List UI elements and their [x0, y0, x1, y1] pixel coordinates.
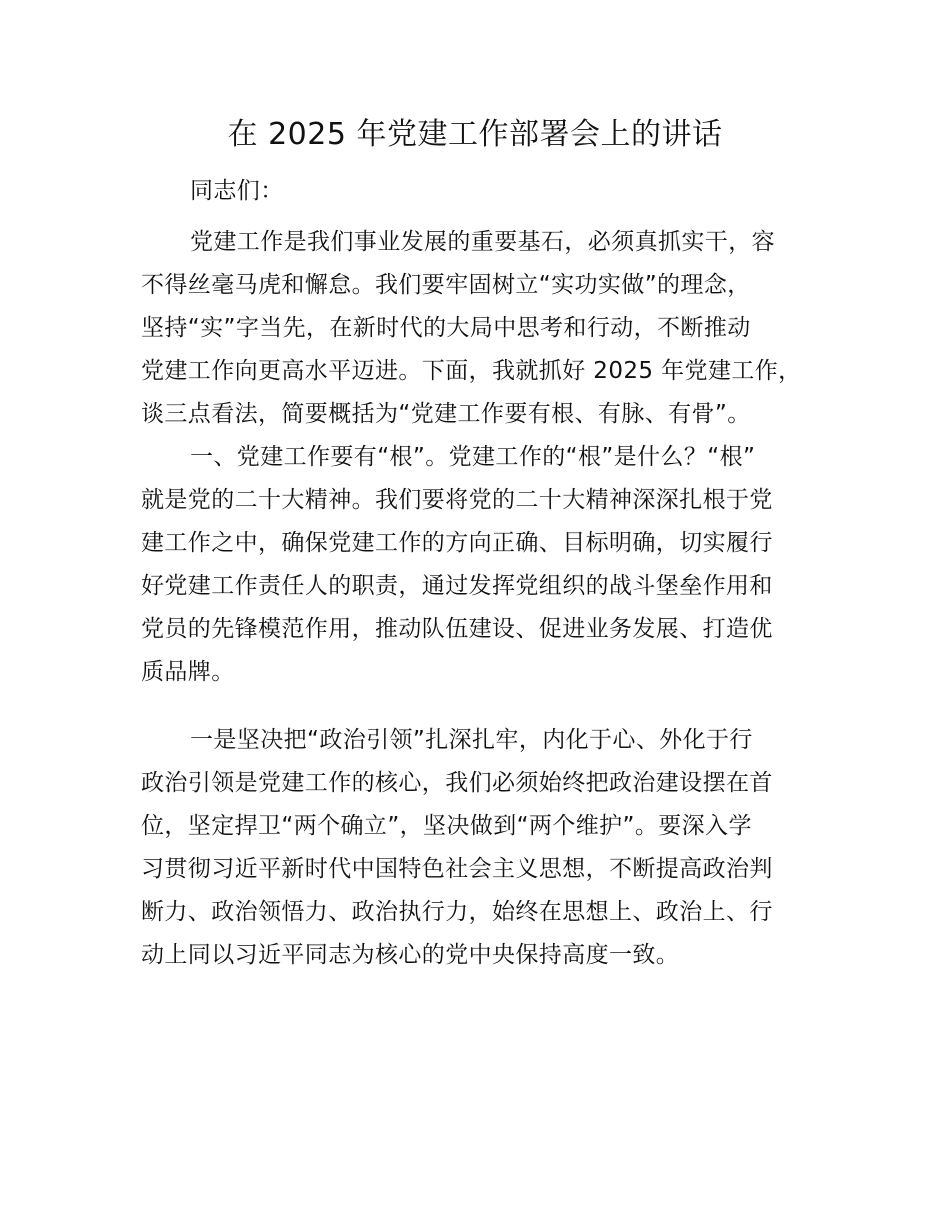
- salutation-text: 同志们：: [190, 178, 284, 204]
- paragraph-section-one: [141, 436, 831, 694]
- paragraph-line: 政治引领是党建工作的核心，我们必须始终把政治建设摆在首: [141, 770, 773, 796]
- paragraph-line: 好党建工作责任人的职责，通过发挥党组织的战斗堡垒作用和: [141, 573, 773, 599]
- paragraph-line: 建工作之中，确保党建工作的方向正确、目标明确，切实履行: [141, 530, 773, 556]
- paragraph-line: [141, 719, 831, 762]
- paragraph-line: 党员的先锋模范作用，推动队伍建设、促进业务发展、打造优: [141, 616, 773, 642]
- paragraph-line: 习贯彻习近平新时代中国特色社会主义思想，不断提高政治判: [141, 856, 773, 882]
- paragraph-political-guidance: [141, 719, 831, 977]
- paragraph-line: 党建工作向更高水平迈进。下面，我就抓好 2025 年党建工作，: [141, 358, 802, 384]
- line-text: 党建工作是我们事业发展的重要基石，必须真抓实干，容: [190, 229, 775, 255]
- paragraph-intro: [141, 221, 831, 436]
- line-text: 一、党建工作要有“根”。党建工作的“根”是什么？“根”: [190, 444, 756, 470]
- paragraph-line: 位，坚定捍卫“两个确立”，坚决做到“两个维护”。要深入学: [141, 813, 752, 839]
- salutation-line: [141, 170, 831, 213]
- paragraph-line: 谈三点看法，简要概括为“党建工作要有根、有脉、有骨”。: [141, 401, 751, 427]
- line-text: 一是坚决把“政治引领”扎深扎牢，内化于心、外化于行: [190, 727, 753, 753]
- paragraph-line: 坚持“实”字当先，在新时代的大局中思考和行动，不断推动: [141, 315, 751, 341]
- paragraph-line: 就是党的二十大精神。我们要将党的二十大精神深深扎根于党: [141, 487, 773, 513]
- paragraph-line: 质品牌。: [141, 659, 235, 685]
- paragraph-line: 不得丝毫马虎和懈怠。我们要牢固树立“实功实做”的理念，: [141, 272, 751, 298]
- paragraph-line: 动上同以习近平同志为核心的党中央保持高度一致。: [141, 942, 680, 968]
- paragraph-line: [141, 436, 831, 479]
- salutation: [141, 170, 831, 213]
- document-title: 在 2025 年党建工作部署会上的讲话: [227, 117, 723, 152]
- paragraph-line: 断力、政治领悟力、政治执行力，始终在思想上、政治上、行: [141, 899, 773, 925]
- paragraph-line: [141, 221, 831, 264]
